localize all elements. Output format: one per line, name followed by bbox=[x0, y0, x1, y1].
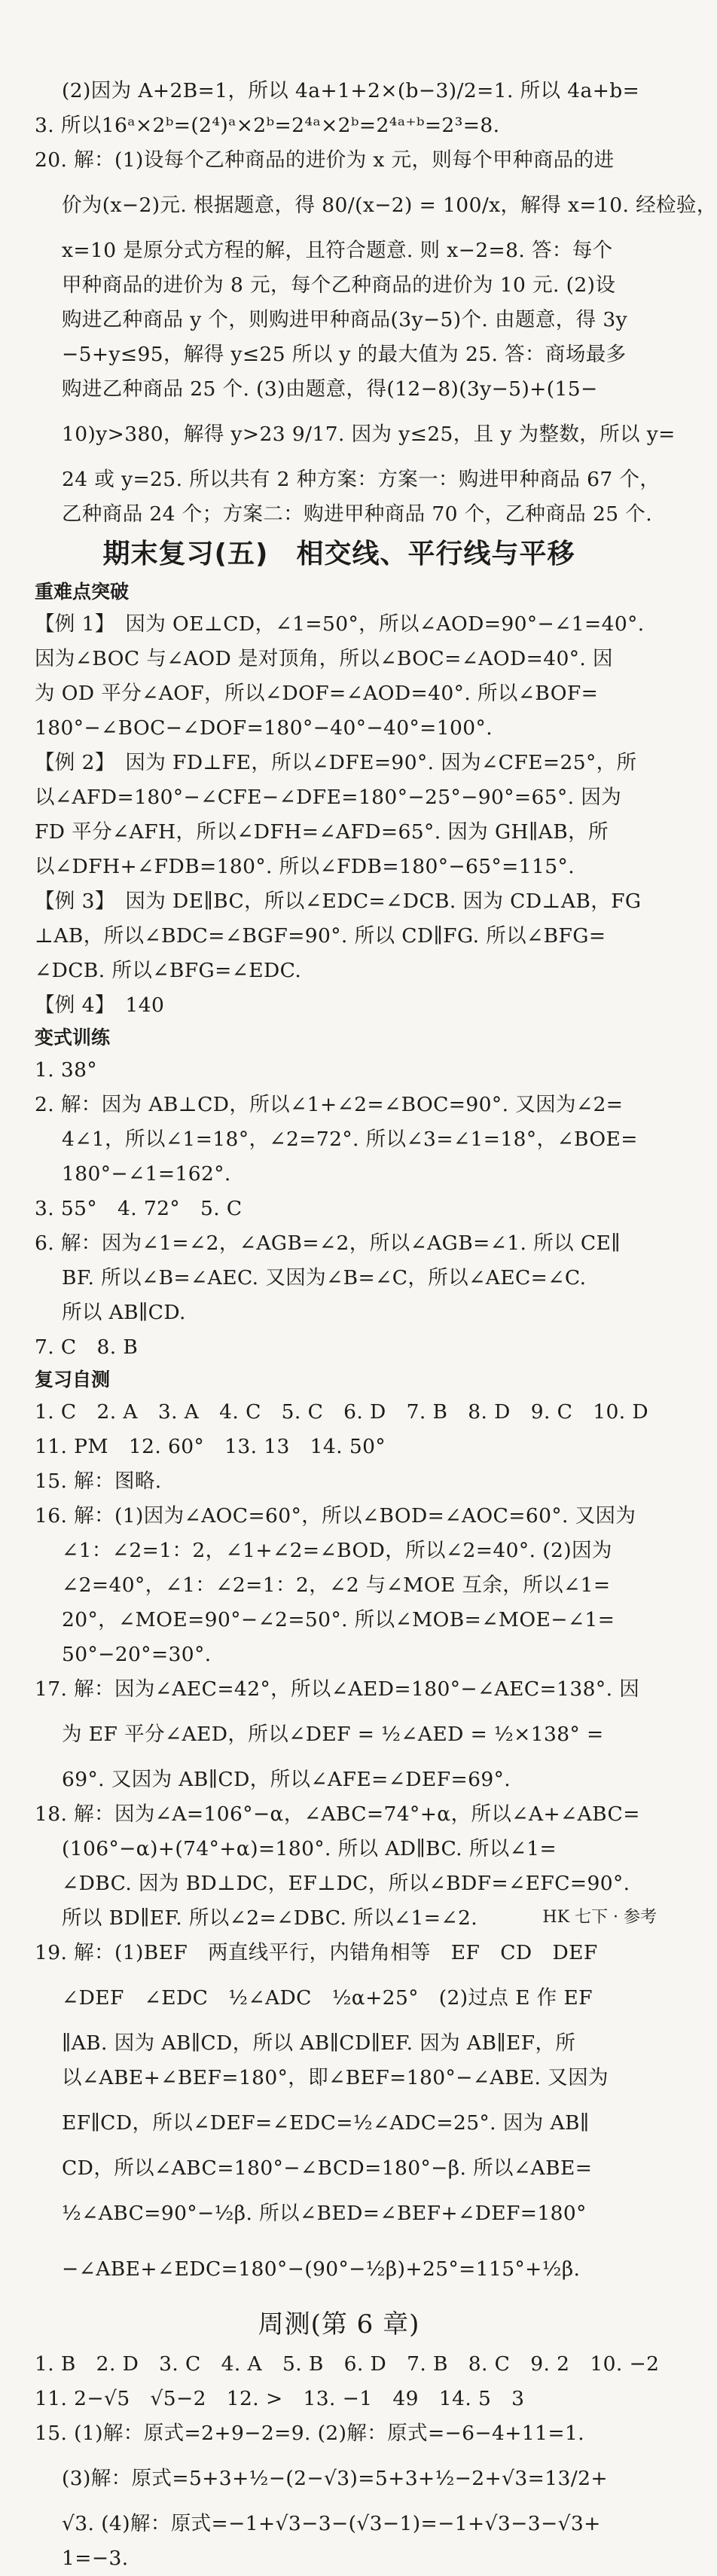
selftest-line: 为 EF 平分∠AED，所以∠DEF = ½∠AED = ½×138° = bbox=[62, 1723, 604, 1746]
variant-line: 4∠1，所以∠1=18°，∠2=72°. 所以∠3=∠1=18°，∠BOE= bbox=[62, 1128, 638, 1151]
variant-line: BF. 所以∠B=∠AEC. 又因为∠B=∠C，所以∠AEC=∠C. bbox=[62, 1266, 587, 1290]
q20-line: 价为(x−2)元. 根据题意，得 80/(x−2) = 100/x，解得 x=10. 经检验， bbox=[62, 194, 717, 217]
q20-line: x=10 是原分式方程的解，且符合题意. 则 x−2=8. 答：每个 bbox=[62, 239, 613, 262]
selftest-line: ½∠ABC=90°−½β. 所以∠BED=∠BEF+∠DEF=180° bbox=[62, 2202, 587, 2225]
selftest-line: CD，所以∠ABC=180°−∠BCD=180°−β. 所以∠ABE= bbox=[62, 2156, 593, 2180]
example-line: 以∠AFD=180°−∠CFE−∠DFE=180°−25°−90°=65°. 因为 bbox=[35, 786, 622, 809]
variant-line: 3. 55° 4. 72° 5. C bbox=[35, 1197, 243, 1220]
q20-line: 乙种商品 24 个；方案二：购进甲种商品 70 个，乙种商品 25 个. bbox=[62, 502, 653, 526]
selftest-line: ∥AB. 因为 AB∥CD，所以 AB∥CD∥EF. 因为 AB∥EF，所 bbox=[62, 2031, 576, 2055]
selftest-line: ∠1：∠2=1：2，∠1+∠2=∠BOD，所以∠2=40°. (2)因为 bbox=[62, 1539, 612, 1562]
example-line: ⊥AB，所以∠BDC=∠BGF=90°. 所以 CD∥FG. 所以∠BFG= bbox=[35, 924, 606, 948]
selftest-line: EF∥CD，所以∠DEF=∠EDC=½∠ADC=25°. 因为 AB∥ bbox=[62, 2111, 590, 2135]
weekly-test-title: 周测(第 6 章) bbox=[258, 2309, 420, 2339]
section-heading: 复习自测 bbox=[35, 1369, 111, 1390]
q20-line: −5+y≤95，解得 y≤25 所以 y 的最大值为 25. 答：商场最多 bbox=[62, 343, 627, 366]
example-line: 【例 1】 因为 OE⊥CD，∠1=50°，所以∠AOD=90°−∠1=40°. bbox=[35, 612, 645, 636]
variant-line: 180°−∠1=162°. bbox=[62, 1162, 231, 1186]
weekly-line: √3. (4)解：原式=−1+√3−3−(√3−1)=−1+√3−3−√3+ bbox=[62, 2512, 601, 2535]
text-line: (2)因为 A+2B=1，所以 4a+1+2×(b−3)/2=1. 所以 4a+b= bbox=[62, 79, 640, 102]
example-line: 【例 3】 因为 DE∥BC，所以∠EDC=∠DCB. 因为 CD⊥AB，FG bbox=[35, 890, 642, 913]
selftest-line: 16. 解：(1)因为∠AOC=60°，所以∠BOD=∠AOC=60°. 又因为 bbox=[35, 1504, 636, 1528]
selftest-line: ∠DBC. 因为 BD⊥DC，EF⊥DC，所以∠BDF=∠EFC=90°. bbox=[62, 1872, 630, 1895]
q20-line: 购进乙种商品 25 个. (3)由题意，得(12−8)(3y−5)+(15− bbox=[62, 377, 598, 401]
weekly-line: (3)解：原式=5+3+½−(2−√3)=5+3+½−2+√3=13/2+ bbox=[62, 2467, 608, 2490]
example-line: 【例 2】 因为 FD⊥FE，所以∠DFE=90°. 因为∠CFE=25°，所 bbox=[35, 751, 637, 774]
text-line: 3. 所以16ᵃ×2ᵇ=(2⁴)ᵃ×2ᵇ=2⁴ᵃ×2ᵇ=2⁴ᵃ⁺ᵇ=2³=8. bbox=[35, 114, 500, 137]
selftest-line: 15. 解：图略. bbox=[35, 1470, 162, 1493]
example-line: ∠DCB. 所以∠BFG=∠EDC. bbox=[35, 959, 302, 982]
selftest-line: 以∠ABE+∠BEF=180°，即∠BEF=180°−∠ABE. 又因为 bbox=[62, 2066, 609, 2089]
page-footer: HK 七下 · 参考 bbox=[542, 1908, 657, 1927]
selftest-line: 69°. 又因为 AB∥CD，所以∠AFE=∠DEF=69°. bbox=[62, 1768, 511, 1791]
weekly-line: 1=−3. bbox=[62, 2547, 129, 2570]
selftest-line: 18. 解：因为∠A=106°−α，∠ABC=74°+α，所以∠A+∠ABC= bbox=[35, 1802, 640, 1826]
weekly-line: 11. 2−√5 √5−2 12. > 13. −1 49 14. 5 3 bbox=[35, 2387, 525, 2410]
selftest-line: 17. 解：因为∠AEC=42°，所以∠AED=180°−∠AEC=138°. 因 bbox=[35, 1677, 640, 1701]
section-heading: 变式训练 bbox=[35, 1027, 111, 1048]
selftest-line: 所以 BD∥EF. 所以∠2=∠DBC. 所以∠1=∠2. bbox=[62, 1906, 478, 1930]
q20-line: 24 或 y=25. 所以共有 2 种方案：方案一：购进甲种商品 67 个， bbox=[62, 468, 661, 491]
selftest-line: 50°−20°=30°. bbox=[62, 1643, 212, 1666]
selftest-line: ∠DEF ∠EDC ½∠ADC ½α+25° (2)过点 E 作 EF bbox=[62, 1986, 593, 2010]
selftest-line: ∠2=40°，∠1：∠2=1：2，∠2 与∠MOE 互余，所以∠1= bbox=[62, 1573, 611, 1597]
example-line: 为 OD 平分∠AOF，所以∠DOF=∠AOD=40°. 所以∠BOF= bbox=[35, 682, 599, 705]
example-line: 因为∠BOC 与∠AOD 是对顶角，所以∠BOC=∠AOD=40°. 因 bbox=[35, 647, 613, 670]
selftest-line: 1. C 2. A 3. A 4. C 5. C 6. D 7. B 8. D 9. C 10. D bbox=[35, 1400, 649, 1424]
selftest-line: −∠ABE+∠EDC=180°−(90°−½β)+25°=115°+½β. bbox=[62, 2257, 581, 2281]
chapter-title: 期末复习(五) 相交线、平行线与平移 bbox=[102, 539, 575, 569]
variant-line: 所以 AB∥CD. bbox=[62, 1301, 186, 1324]
example-line: 以∠DFH+∠FDB=180°. 所以∠FDB=180°−65°=115°. bbox=[35, 855, 575, 878]
selftest-line: 20°，∠MOE=90°−∠2=50°. 所以∠MOB=∠MOE−∠1= bbox=[62, 1608, 615, 1631]
variant-line: 6. 解：因为∠1=∠2，∠AGB=∠2，所以∠AGB=∠1. 所以 CE∥ bbox=[35, 1232, 621, 1255]
q20-line: 20. 解：(1)设每个乙种商品的进价为 x 元，则每个甲种商品的进 bbox=[35, 148, 615, 172]
variant-line: 2. 解：因为 AB⊥CD，所以∠1+∠2=∠BOC=90°. 又因为∠2= bbox=[35, 1093, 624, 1116]
answer-column bbox=[35, 74, 717, 2576]
example-line: 【例 4】 140 bbox=[35, 993, 165, 1017]
q20-line: 购进乙种商品 y 个，则购进甲种商品(3y−5)个. 由题意，得 3y bbox=[62, 308, 627, 331]
q20-line: 甲种商品的进价为 8 元，每个乙种商品的进价为 10 元. (2)设 bbox=[62, 273, 616, 297]
weekly-line: 15. (1)解：原式=2+9−2=9. (2)解：原式=−6−4+11=1. bbox=[35, 2422, 585, 2445]
example-line: FD 平分∠AFH，所以∠DFH=∠AFD=65°. 因为 GH∥AB，所 bbox=[35, 820, 609, 844]
variant-line: 7. C 8. B bbox=[35, 1335, 139, 1359]
section-heading: 重难点突破 bbox=[35, 581, 130, 603]
selftest-line: 11. PM 12. 60° 13. 13 14. 50° bbox=[35, 1435, 386, 1458]
weekly-line: 1. B 2. D 3. C 4. A 5. B 6. D 7. B 8. C 9. 2 10. −2 bbox=[35, 2352, 660, 2376]
variant-line: 1. 38° bbox=[35, 1058, 98, 1082]
selftest-line: (106°−α)+(74°+α)=180°. 所以 AD∥BC. 所以∠1= bbox=[62, 1837, 557, 1860]
selftest-line: 19. 解：(1)BEF 两直线平行，内错角相等 EF CD DEF bbox=[35, 1941, 598, 1964]
q20-line: 10)y>380，解得 y>23 9/17. 因为 y≤25，且 y 为整数，所以 y= bbox=[62, 423, 676, 446]
example-line: 180°−∠BOC−∠DOF=180°−40°−40°=100°. bbox=[35, 716, 493, 740]
